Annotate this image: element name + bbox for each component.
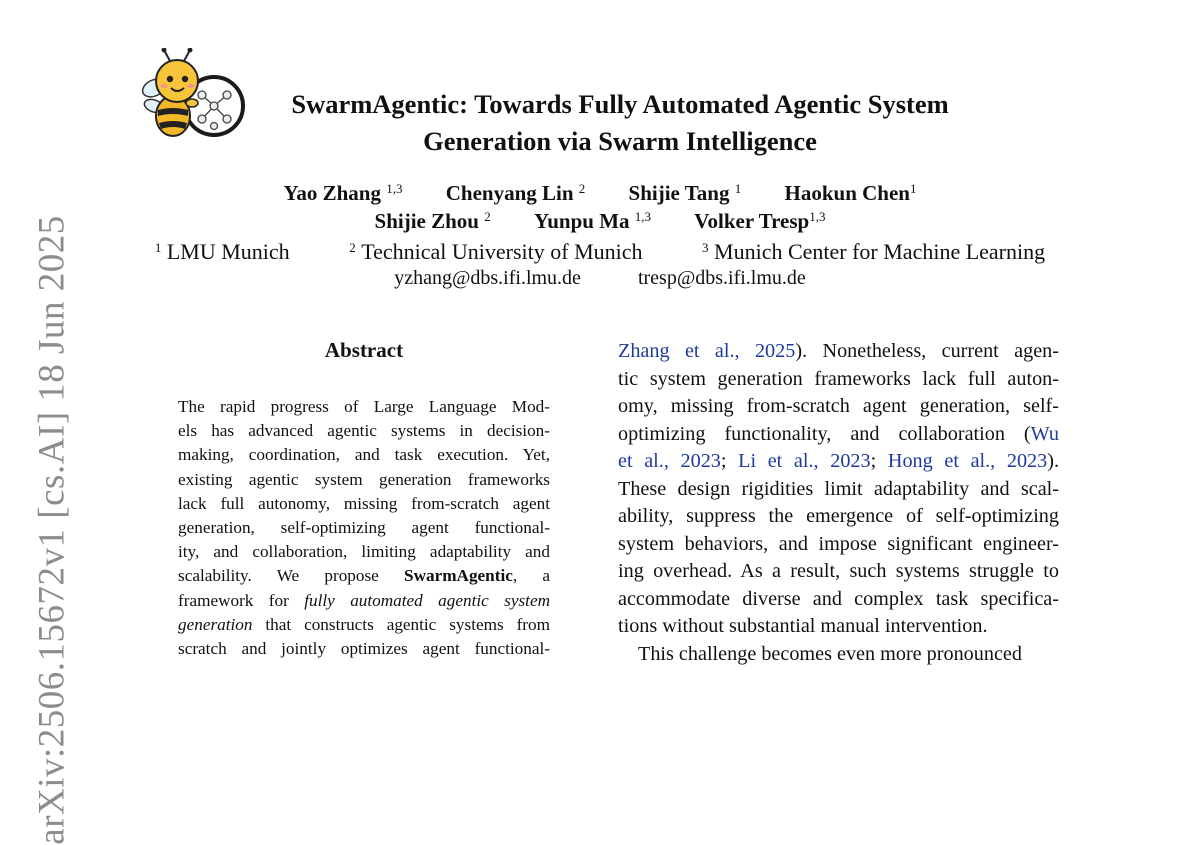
title-line-2: Generation via Swarm Intelligence: [423, 126, 817, 156]
authors-row-1: [0, 181, 1200, 206]
body-line: accommodate diverse and complex task specifica-: [618, 587, 1059, 610]
authors-row-2: [0, 209, 1200, 234]
abstract-line: making, coordination, and task execution. Yet,: [178, 445, 550, 465]
paper-title: [0, 86, 1200, 160]
affiliation: $^2$ Technical University of Munich: [349, 239, 643, 264]
abstract-line: ity, and collaboration, limiting adaptability and: [178, 542, 550, 562]
body-line: Zhang et al., 2025). Nonetheless, current agen-: [618, 340, 1059, 362]
abstract-line: scalability. We propose SwarmAgentic, a: [178, 566, 550, 586]
abstract-heading: Abstract: [324, 338, 404, 362]
author: Yunpu Ma $^{1,3}$: [533, 209, 652, 233]
body-line: optimizing functionality, and collaboration (Wu: [618, 422, 1059, 445]
body-line: omy, missing from-scratch agent generation, self-: [618, 395, 1059, 417]
body-line: system behaviors, and impose significant engineer-: [618, 532, 1059, 555]
abstract-line: lack full autonomy, missing from-scratch agent: [178, 493, 550, 513]
body-line: This challenge becomes even more pronounced: [638, 642, 1022, 665]
citation-link[interactable]: Wu: [1030, 422, 1059, 445]
email[interactable]: tresp@dbs.ifi.lmu.de: [637, 267, 806, 289]
abstract-body: [178, 395, 550, 661]
citation-link[interactable]: et al., 2023: [618, 450, 721, 472]
abstract-line: els has advanced agentic systems in decision-: [178, 421, 550, 441]
citation-link[interactable]: Zhang et al., 2025: [618, 340, 796, 362]
citation-link[interactable]: Li et al., 2023: [738, 450, 871, 472]
body-line: ing overhead. As a result, such systems struggle to: [618, 560, 1059, 582]
citation-link[interactable]: Hong et al., 2023: [887, 450, 1048, 472]
body-line: These design rigidities limit adaptability and scal-: [618, 477, 1059, 500]
abstract-line: generation, self-optimizing agent functional-: [178, 518, 550, 538]
author: Volker Tresp$^{1,3}$: [694, 209, 826, 233]
author: Shijie Zhou $^2$: [374, 209, 491, 233]
affiliation: $^3$ Munich Center for Machine Learning: [702, 239, 1046, 264]
body-line: et al., 2023; Li et al., 2023; Hong et al., 2023).: [618, 450, 1060, 472]
author: Shijie Tang $^1$: [628, 181, 742, 205]
method-name: SwarmAgentic: [404, 566, 513, 586]
abstract-line: The rapid progress of Large Language Mod-: [178, 397, 550, 416]
email[interactable]: yzhang@dbs.ifi.lmu.de: [394, 267, 581, 289]
affiliations: [0, 239, 1200, 265]
abstract-line: existing agentic system generation frameworks: [178, 469, 550, 489]
author: Haokun Chen$^1$: [784, 181, 917, 205]
body-line: tions without substantial manual intervention.: [618, 615, 988, 637]
abstract-line: framework for fully automated agentic system: [178, 590, 550, 610]
affiliation: $^1$ LMU Munich: [154, 239, 290, 264]
arxiv-stamp: arXiv:2506.15672v1 [cs.AI] 18 Jun 2025: [31, 215, 73, 845]
body-line: tic system generation frameworks lack full auton-: [618, 367, 1059, 390]
intro-column: [618, 338, 1059, 668]
title-line-1: SwarmAgentic: Towards Fully Automated Agentic System: [291, 89, 949, 119]
author: Yao Zhang $^{1,3}$: [283, 181, 403, 205]
abstract-line: scratch and jointly optimizes agent functional-: [178, 639, 550, 659]
body-line: ability, suppress the emergence of self-optimizing: [618, 505, 1059, 527]
abstract-line: generation that constructs agentic systems from: [178, 614, 550, 634]
emails: [0, 267, 1200, 290]
author: Chenyang Lin $^2$: [445, 181, 586, 205]
